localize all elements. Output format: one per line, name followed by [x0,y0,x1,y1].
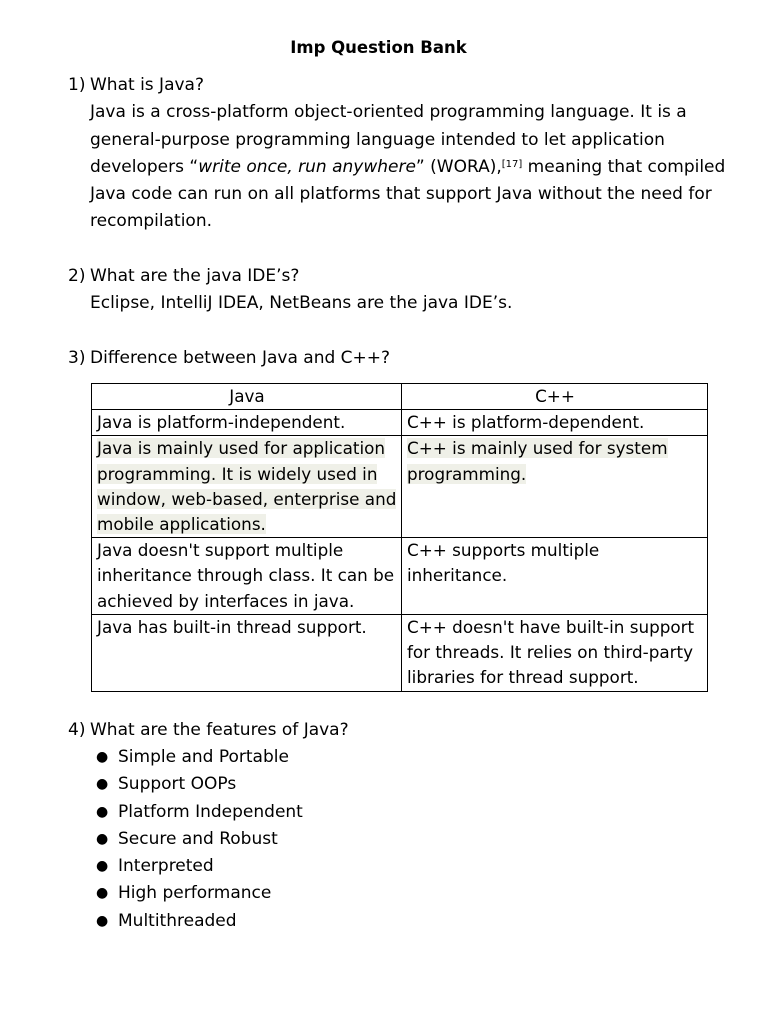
table-row [92,614,708,691]
table-cell-java: Java is platform-independent. [92,410,402,436]
table-header-row [92,384,708,410]
table-cell-cpp: C++ doesn't have built-in support for threads. It relies on third-party libraries for thread support. [402,614,708,691]
list-item [96,908,303,935]
question-4-heading [68,717,728,744]
bullet-icon: ● [96,776,109,793]
page-title: Imp Question Bank [290,38,467,57]
table-row [92,410,708,436]
bullet-icon: ● [96,803,109,820]
table-cell-cpp [402,436,708,538]
question-2-answer: Eclipse, IntelliJ IDEA, NetBeans are the java IDE’s. [90,293,513,314]
table-row [92,436,708,538]
question-4-number: 4) [68,720,86,740]
question-1-text: What is Java? [90,75,204,95]
answer-text: Java is a cross-platform object-oriented programming language. It is a general-purpose programming language intended to let application developers “ [90,102,687,177]
list-item [96,799,303,826]
question-4-text: What are the features of Java? [90,720,349,740]
question-2-text: What are the java IDE’s? [90,266,300,286]
feature-text: Secure and Robust [118,828,278,849]
bullet-icon: ● [96,858,109,875]
list-item [96,771,303,798]
table-header-java: Java [92,384,402,410]
bullet-icon: ● [96,912,109,929]
list-item [96,826,303,853]
feature-text: Support OOPs [118,774,237,795]
table-cell-cpp: C++ is platform-dependent. [402,410,708,436]
table-cell-java: Java has built-in thread support. [92,614,402,691]
question-3 [68,345,728,372]
table-cell-cpp: C++ supports multiple inheritance. [402,538,708,615]
bullet-icon: ● [96,830,109,847]
bullet-icon: ● [96,885,109,902]
citation-link[interactable]: [17] [501,158,523,170]
answer-text: ” (WORA), [415,156,502,177]
comparison-table [91,383,708,692]
question-2-number: 2) [68,266,86,286]
table-header-cpp: C++ [402,384,708,410]
question-3-heading [68,345,728,372]
feature-text: Interpreted [118,856,214,877]
question-2 [68,263,728,318]
feature-text: Simple and Portable [118,747,289,767]
answer-italic-text: write once, run anywhere [198,156,416,177]
feature-text: High performance [118,883,272,904]
list-item [96,744,303,771]
list-item [96,880,303,907]
features-list [96,744,303,935]
answer-text: meaning that compiled Java code can run on all platforms that support Java without the need for recompilation. [90,156,726,232]
question-3-text: Difference between Java and C++? [90,348,391,368]
table-row [92,538,708,615]
feature-text: Multithreaded [118,910,237,931]
question-1-number: 1) [68,75,86,95]
question-1 [68,72,728,236]
bullet-icon: ● [96,749,109,765]
question-1-answer [68,99,728,235]
list-item [96,853,303,880]
highlighted-text: C++ is mainly used for system programming. [407,438,668,484]
question-4 [68,717,728,744]
table-cell-java: Java doesn't support multiple inheritance through class. It can be achieved by interfaces in java. [92,538,402,615]
feature-text: Platform Independent [118,801,303,822]
highlighted-text: Java is mainly used for application programming. It is widely used in window, web-based, enterprise and mobile applications. [97,438,397,535]
question-2-heading [68,263,728,290]
question-3-number: 3) [68,348,86,368]
question-1-heading [68,72,728,99]
table-cell-java [92,436,402,538]
